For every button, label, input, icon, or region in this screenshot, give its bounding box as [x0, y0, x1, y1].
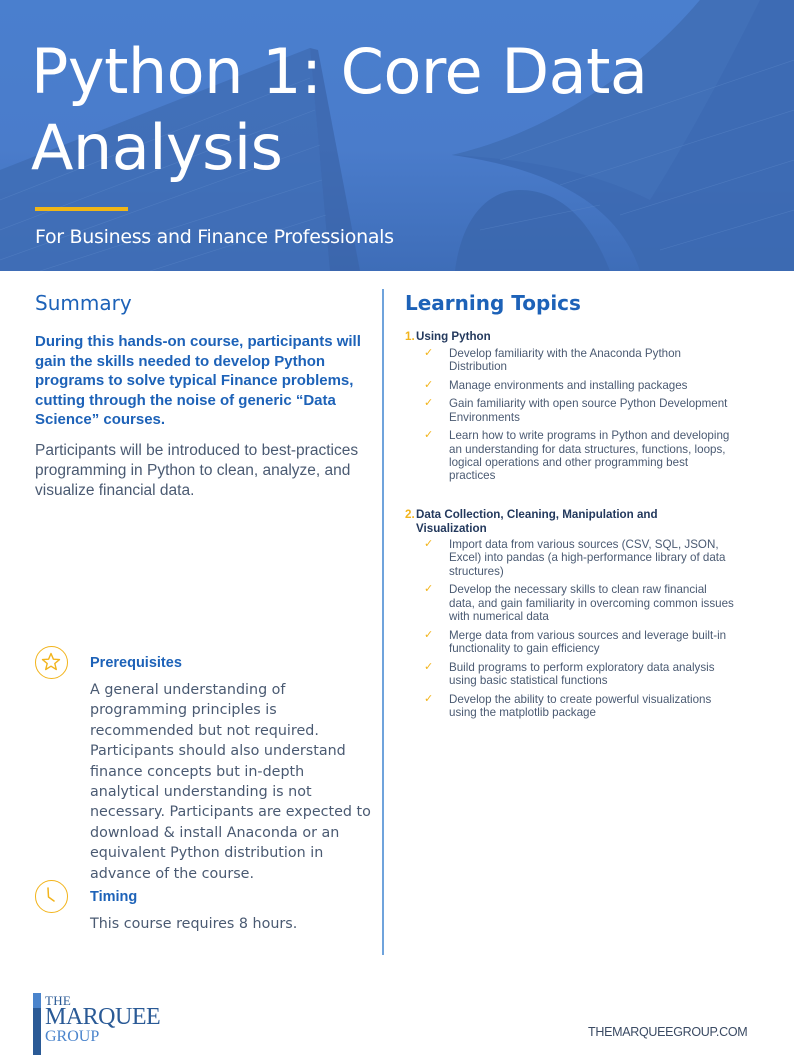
check-icon: ✓	[424, 538, 434, 551]
prerequisites-body: A general understanding of programming principles is recommended but not required. Participants should also understand finance concepts but in-depth analytical understanding is not necessary. Participants are expected to download & install Anaconda or an equivalent Python distribution in advance of the course.	[90, 682, 371, 882]
topic-title: Using Python	[416, 330, 491, 343]
star-icon	[35, 646, 68, 679]
logo-text-marquee: MARQUEE	[45, 1004, 161, 1030]
marquee-group-logo	[33, 993, 173, 1045]
check-icon: ✓	[424, 429, 434, 442]
list-item: ✓ Import data from various sources (CSV, SQL, JSON, Excel) into pandas (a high-performance library of data structures)	[405, 538, 775, 578]
topic-header	[405, 330, 775, 344]
check-icon: ✓	[424, 628, 434, 641]
summary-lead: During this hands-on course, participants will gain the skills needed to develop Python programs to solve typical Finance problems, cutting through the noise of generic “Data Science” courses.	[35, 333, 361, 428]
logo-text-the: THE	[45, 993, 72, 1008]
list-item: ✓ Develop familiarity with the Anaconda Python Distribution	[405, 347, 775, 373]
list-item: ✓ Manage environments and installing packages	[405, 379, 775, 392]
logo-text-group: GROUP	[45, 1028, 100, 1045]
topic-number: 1.	[405, 330, 415, 343]
list-item: ✓ Gain familiarity with open source Python Development Environments	[405, 397, 775, 423]
topic-title: Data Collection, Cleaning, Manipulation and Visualization	[416, 508, 658, 535]
learning-topics-list	[405, 330, 775, 733]
logo-bar	[33, 1008, 41, 1055]
check-icon: ✓	[424, 397, 434, 410]
list-item: ✓ Learn how to write programs in Python and developing an understanding for data structures, functions, loops, logical operations and other programming best practices	[405, 429, 775, 482]
course-title: Python 1: Core Data Analysis	[31, 35, 648, 184]
topic	[405, 508, 775, 719]
clock-icon	[35, 880, 68, 913]
check-icon: ✓	[424, 346, 434, 359]
timing-title: Timing	[90, 889, 138, 905]
summary-heading: Summary	[35, 291, 132, 315]
summary-body: Participants will be introduced to best-practices programming in Python to clean, analyze, and visualize financial data.	[35, 442, 359, 499]
list-item: ✓ Build programs to perform exploratory data analysis using basic statistical functions	[405, 661, 775, 687]
check-icon: ✓	[424, 660, 434, 673]
list-item: ✓ Develop the ability to create powerful visualizations using the matplotlib package	[405, 693, 775, 719]
learning-topics-heading: Learning Topics	[405, 291, 581, 315]
check-icon: ✓	[424, 583, 434, 596]
list-item: ✓ Merge data from various sources and leverage built-in functionality to gain efficiency	[405, 629, 775, 655]
topic-header	[405, 508, 775, 535]
course-subtitle: For Business and Finance Professionals	[35, 226, 394, 248]
topic	[405, 330, 775, 482]
logo-bar	[33, 993, 41, 1008]
hero-banner	[0, 0, 794, 271]
timing-body: This course requires 8 hours.	[90, 916, 298, 932]
list-item: ✓ Develop the necessary skills to clean raw financial data, and gain familiarity in overcoming common issues with numerical data	[405, 583, 775, 623]
title-underline	[35, 207, 128, 211]
column-divider	[382, 289, 384, 955]
website-link[interactable]: THEMARQUEEGROUP.COM	[588, 1025, 748, 1039]
prerequisites-title: Prerequisites	[90, 655, 182, 671]
check-icon: ✓	[424, 378, 434, 391]
topic-number: 2.	[405, 508, 415, 522]
check-icon: ✓	[424, 692, 434, 705]
